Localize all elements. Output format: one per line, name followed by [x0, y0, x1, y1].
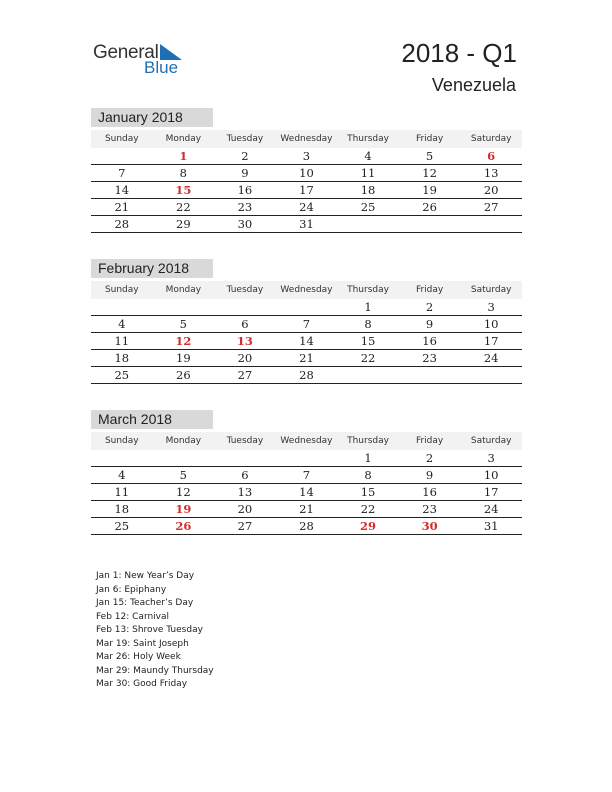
weekday-header: Friday — [399, 281, 461, 299]
day-cell: 18 — [91, 350, 153, 367]
weekday-header: Saturday — [460, 432, 522, 450]
weekday-header: Thursday — [337, 432, 399, 450]
day-cell: 1 — [337, 299, 399, 316]
day-cell: 17 — [460, 484, 522, 501]
holiday-item: Jan 6: Epiphany — [96, 584, 167, 595]
holiday-item: Jan 1: New Year’s Day — [96, 571, 195, 581]
weekday-header: Sunday — [91, 130, 153, 148]
day-cell: 3 — [460, 450, 522, 467]
day-cell: 21 — [91, 199, 153, 216]
weekday-header: Tuesday — [214, 432, 276, 450]
day-cell: 6 — [460, 148, 522, 165]
day-cell: 23 — [399, 501, 461, 518]
weekday-header: Monday — [153, 432, 215, 450]
month-title: January 2018 — [91, 108, 213, 127]
day-cell: 3 — [460, 299, 522, 316]
day-cell — [460, 367, 522, 384]
day-cell: 19 — [153, 501, 215, 518]
weekday-header: Saturday — [460, 130, 522, 148]
week-row — [91, 299, 522, 316]
day-cell: 24 — [276, 199, 338, 216]
day-cell: 23 — [214, 199, 276, 216]
day-cell — [91, 299, 153, 316]
day-cell: 11 — [91, 484, 153, 501]
week-row — [91, 484, 522, 501]
day-cell: 25 — [91, 367, 153, 384]
day-cell: 24 — [460, 350, 522, 367]
weekday-header: Friday — [399, 130, 461, 148]
day-cell: 30 — [399, 518, 461, 535]
day-cell — [399, 216, 461, 233]
day-cell — [91, 148, 153, 165]
day-cell: 5 — [399, 148, 461, 165]
country-name: Venezuela — [431, 75, 516, 95]
day-cell: 14 — [276, 484, 338, 501]
week-row — [91, 165, 522, 182]
weekday-header: Thursday — [337, 130, 399, 148]
day-cell: 20 — [460, 182, 522, 199]
day-cell: 11 — [91, 333, 153, 350]
day-cell: 16 — [399, 484, 461, 501]
weekday-header-row — [91, 281, 522, 299]
month-calendar-table — [91, 281, 522, 384]
day-cell: 28 — [276, 518, 338, 535]
day-cell: 9 — [399, 316, 461, 333]
holiday-item: Mar 26: Holy Week — [96, 652, 181, 662]
day-cell — [153, 299, 215, 316]
weekday-header: Tuesday — [214, 130, 276, 148]
week-row — [91, 367, 522, 384]
day-cell: 4 — [91, 316, 153, 333]
brand-logo — [93, 42, 193, 78]
day-cell: 13 — [214, 484, 276, 501]
holiday-item: Mar 30: Good Friday — [96, 679, 188, 689]
month-title: March 2018 — [91, 410, 213, 429]
month-block — [91, 108, 522, 233]
day-cell: 26 — [153, 518, 215, 535]
day-cell: 22 — [337, 501, 399, 518]
day-cell: 18 — [337, 182, 399, 199]
day-cell: 3 — [276, 148, 338, 165]
day-cell: 2 — [399, 299, 461, 316]
day-cell: 14 — [276, 333, 338, 350]
weekday-header: Wednesday — [276, 432, 338, 450]
week-row — [91, 501, 522, 518]
day-cell: 18 — [91, 501, 153, 518]
day-cell — [460, 216, 522, 233]
day-cell: 12 — [153, 484, 215, 501]
day-cell: 31 — [460, 518, 522, 535]
day-cell: 16 — [214, 182, 276, 199]
week-row — [91, 450, 522, 467]
day-cell: 27 — [214, 518, 276, 535]
day-cell: 4 — [91, 467, 153, 484]
day-cell: 23 — [399, 350, 461, 367]
month-block — [91, 259, 522, 384]
page-title: 2018 - Q1 — [401, 38, 517, 68]
holiday-list — [96, 570, 214, 692]
day-cell: 25 — [91, 518, 153, 535]
day-cell: 27 — [214, 367, 276, 384]
day-cell: 12 — [153, 333, 215, 350]
day-cell: 5 — [153, 467, 215, 484]
day-cell: 7 — [276, 467, 338, 484]
day-cell: 28 — [276, 367, 338, 384]
day-cell: 8 — [153, 165, 215, 182]
day-cell: 25 — [337, 199, 399, 216]
day-cell: 9 — [214, 165, 276, 182]
day-cell: 20 — [214, 501, 276, 518]
day-cell — [337, 216, 399, 233]
day-cell: 4 — [337, 148, 399, 165]
day-cell: 30 — [214, 216, 276, 233]
day-cell: 24 — [460, 501, 522, 518]
day-cell: 19 — [399, 182, 461, 199]
day-cell — [91, 450, 153, 467]
day-cell: 5 — [153, 316, 215, 333]
day-cell: 6 — [214, 316, 276, 333]
day-cell — [214, 450, 276, 467]
day-cell: 29 — [337, 518, 399, 535]
week-row — [91, 518, 522, 535]
week-row — [91, 350, 522, 367]
day-cell: 11 — [337, 165, 399, 182]
weekday-header: Sunday — [91, 432, 153, 450]
week-row — [91, 333, 522, 350]
day-cell: 2 — [399, 450, 461, 467]
day-cell — [214, 299, 276, 316]
week-row — [91, 316, 522, 333]
logo-blue-text: Blue — [144, 58, 179, 77]
month-calendar-table — [91, 432, 522, 535]
holiday-item: Mar 19: Saint Joseph — [96, 638, 189, 649]
day-cell: 16 — [399, 333, 461, 350]
weekday-header: Sunday — [91, 281, 153, 299]
day-cell: 15 — [153, 182, 215, 199]
day-cell: 22 — [337, 350, 399, 367]
day-cell: 6 — [214, 467, 276, 484]
weekday-header: Monday — [153, 281, 215, 299]
day-cell: 14 — [91, 182, 153, 199]
day-cell: 8 — [337, 467, 399, 484]
week-row — [91, 199, 522, 216]
day-cell: 13 — [460, 165, 522, 182]
weekday-header: Friday — [399, 432, 461, 450]
day-cell — [399, 367, 461, 384]
day-cell — [276, 450, 338, 467]
day-cell: 10 — [276, 165, 338, 182]
day-cell: 17 — [276, 182, 338, 199]
day-cell: 29 — [153, 216, 215, 233]
day-cell: 21 — [276, 350, 338, 367]
weekday-header: Saturday — [460, 281, 522, 299]
day-cell: 19 — [153, 350, 215, 367]
week-row — [91, 216, 522, 233]
day-cell: 26 — [153, 367, 215, 384]
day-cell: 26 — [399, 199, 461, 216]
day-cell — [337, 367, 399, 384]
logo-general-text: General — [93, 42, 159, 63]
day-cell: 10 — [460, 316, 522, 333]
day-cell: 1 — [153, 148, 215, 165]
holiday-item: Jan 15: Teacher’s Day — [96, 598, 194, 608]
day-cell: 17 — [460, 333, 522, 350]
day-cell: 21 — [276, 501, 338, 518]
day-cell: 8 — [337, 316, 399, 333]
day-cell: 2 — [214, 148, 276, 165]
holiday-item: Mar 29: Maundy Thursday — [96, 665, 214, 676]
day-cell: 22 — [153, 199, 215, 216]
day-cell: 28 — [91, 216, 153, 233]
day-cell: 15 — [337, 333, 399, 350]
day-cell: 13 — [214, 333, 276, 350]
weekday-header: Tuesday — [214, 281, 276, 299]
weekday-header: Thursday — [337, 281, 399, 299]
month-title: February 2018 — [91, 259, 213, 278]
week-row — [91, 148, 522, 165]
holiday-item: Feb 13: Shrove Tuesday — [96, 625, 203, 635]
weekday-header: Wednesday — [276, 281, 338, 299]
weekday-header: Wednesday — [276, 130, 338, 148]
day-cell: 31 — [276, 216, 338, 233]
week-row — [91, 182, 522, 199]
day-cell: 20 — [214, 350, 276, 367]
day-cell — [153, 450, 215, 467]
holiday-item: Feb 12: Carnival — [96, 611, 170, 622]
day-cell: 27 — [460, 199, 522, 216]
weekday-header-row — [91, 432, 522, 450]
week-row — [91, 467, 522, 484]
weekday-header-row — [91, 130, 522, 148]
month-block — [91, 410, 522, 535]
day-cell — [276, 299, 338, 316]
day-cell: 7 — [276, 316, 338, 333]
day-cell: 1 — [337, 450, 399, 467]
day-cell: 15 — [337, 484, 399, 501]
month-calendar-table — [91, 130, 522, 233]
day-cell: 7 — [91, 165, 153, 182]
weekday-header: Monday — [153, 130, 215, 148]
day-cell: 12 — [399, 165, 461, 182]
day-cell: 9 — [399, 467, 461, 484]
day-cell: 10 — [460, 467, 522, 484]
